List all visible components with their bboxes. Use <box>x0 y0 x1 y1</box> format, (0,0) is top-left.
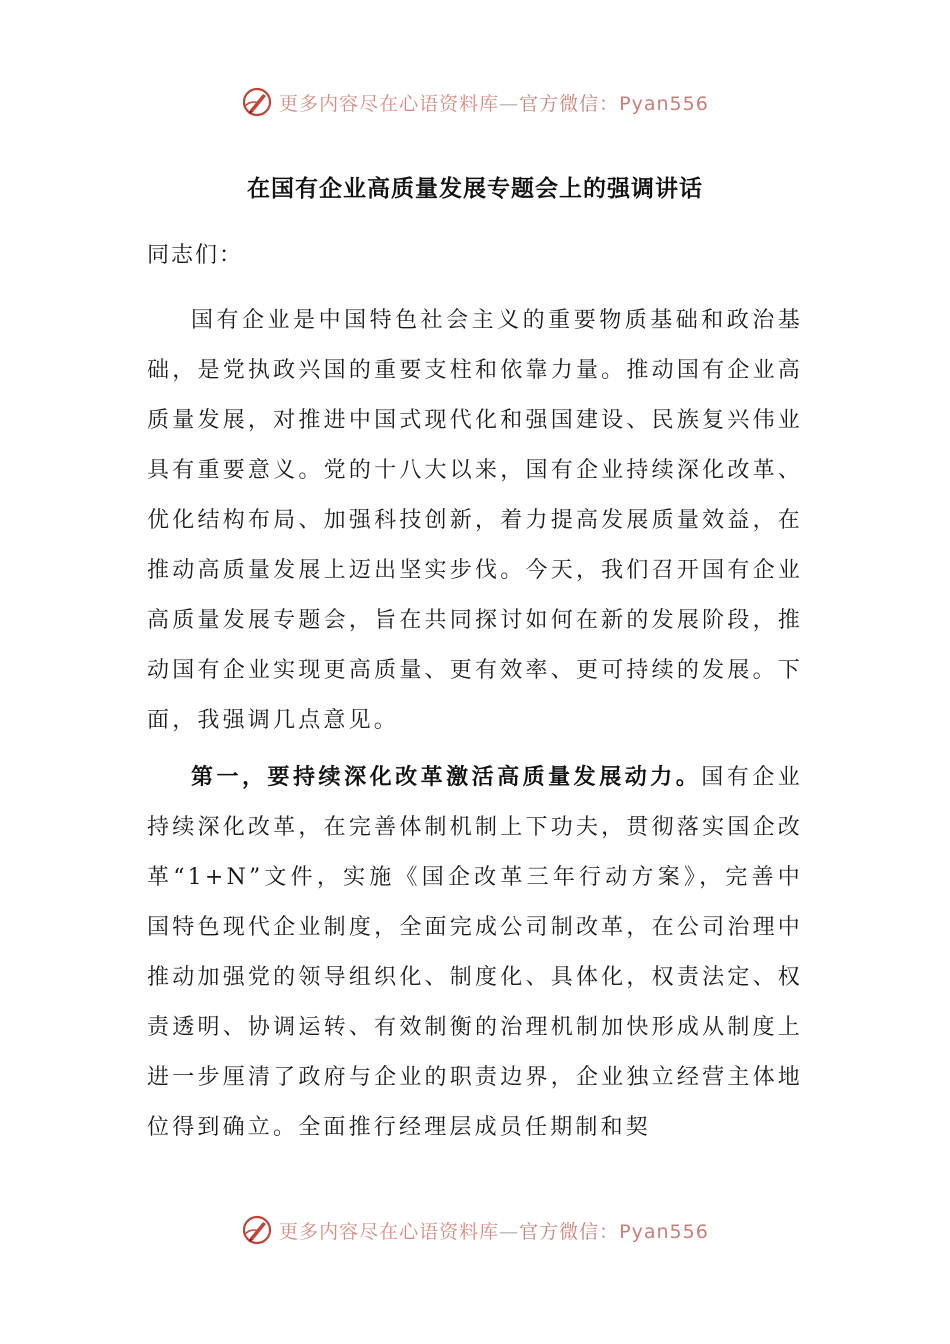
footer-watermark <box>0 1210 950 1250</box>
document-title: 在国有企业高质量发展专题会上的强调讲话 <box>247 176 703 202</box>
intro-paragraph: 国有企业是中国特色社会主义的重要物质基础和政治基础，是党执政兴国的重要支柱和依靠力量。推动国有企业高质量发展，对推进中国式现代化和强国建设、民族复兴伟业具有重要意义。党的十八大以来，国有企业持续深化改革、优化结构布局、加强科技创新，着力提高发展质量效益，在推动高质量发展上迈出坚实步伐。今天，我们召开国有企业高质量发展专题会，旨在共同探讨如何在新的发展阶段，推动国有企业实现更高质量、更有效率、更可持续的发展。下面，我强调几点意见。 <box>147 308 803 733</box>
watermark-wechat-text: 官方微信：Pyan556 <box>519 1220 709 1243</box>
watermark-separator: — <box>499 1220 520 1243</box>
watermark-separator: — <box>499 92 520 115</box>
watermark-wechat-text: 官方微信：Pyan556 <box>519 92 709 115</box>
watermark-text <box>279 1217 709 1244</box>
salutation: 同志们： <box>147 243 244 268</box>
watermark-text <box>279 89 709 116</box>
header-watermark <box>0 82 950 122</box>
point-one-heading: 第一，要持续深化改革激活高质量发展动力。 <box>191 765 702 790</box>
pen-circle-logo-icon <box>241 86 273 118</box>
watermark-main-text: 更多内容尽在心语资料库 <box>279 92 500 115</box>
watermark-main-text: 更多内容尽在心语资料库 <box>279 1220 500 1243</box>
point-one-paragraph <box>147 753 803 1153</box>
pen-circle-logo-icon <box>241 1214 273 1246</box>
point-one-body: 国有企业持续深化改革，在完善体制机制上下功夫，贯彻落实国企改革“1+N”文件，实施《国企改革三年行动方案》，完善中国特色现代企业制度，全面完成公司制改革，在公司治理中推动加强党的领导组织化、制度化、具体化，权责法定、权责透明、协调运转、有效制衡的治理机制加快形成从制度上进一步厘清了政府与企业的职责边界，企业独立经营主体地位得到确立。全面推行经理层成员任期制和契 <box>147 765 803 1140</box>
